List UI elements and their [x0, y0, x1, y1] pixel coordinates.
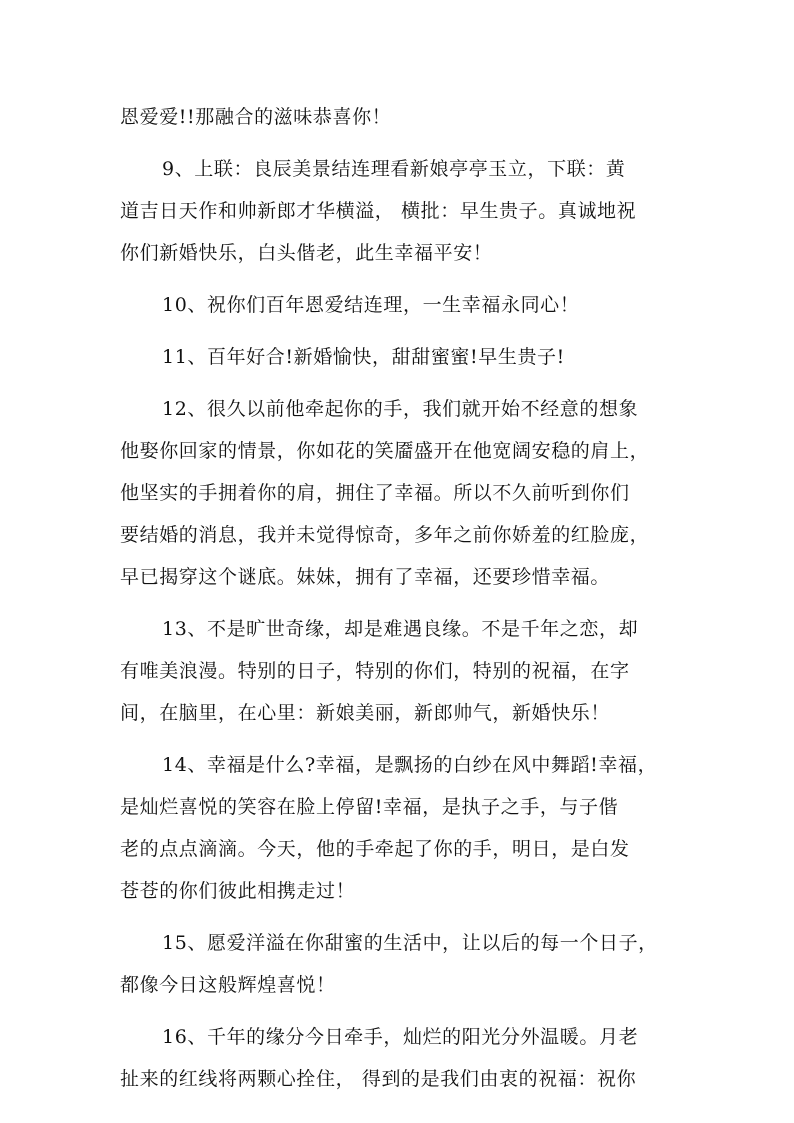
- text-line: 16、千年的缘分今日牵手，灿烂的阳光分外温暖。月老: [162, 1026, 639, 1048]
- text-line: 13、不是旷世奇缘，却是难遇良缘。不是千年之恋，却: [162, 618, 639, 640]
- text-line: 老的点点滴滴。今天，他的手牵起了你的手，明日，是白发: [120, 838, 630, 860]
- text-line: 是灿烂喜悦的笑容在脸上停留!幸福，是执子之手，与子偕: [120, 796, 619, 818]
- text-line: 他娶你回家的情景，你如花的笑靥盛开在他宽阔安稳的肩上，: [120, 440, 650, 462]
- text-line: 9、上联：良辰美景结连理看新娘亭亭玉立，下联：黄: [162, 158, 626, 180]
- text-line: 12、很久以前他牵起你的手，我们就开始不经意的想象: [162, 398, 639, 420]
- text-line: 11、百年好合!新婚愉快，甜甜蜜蜜!早生贵子!: [162, 346, 565, 368]
- text-line: 要结婚的消息，我并未觉得惊奇，多年之前你娇羞的红脸庞，: [120, 524, 650, 546]
- text-line: 他坚实的手拥着你的肩，拥住了幸福。所以不久前听到你们: [120, 482, 630, 504]
- text-line: 你们新婚快乐，白头偕老，此生幸福平安！: [120, 242, 493, 264]
- text-line: 早已揭穿这个谜底。妹妹，拥有了幸福，还要珍惜幸福。: [120, 566, 611, 588]
- document-body: [120, 96, 676, 1100]
- text-line: 扯来的红线将两颗心拴住， 得到的是我们由衷的祝福：祝你: [120, 1068, 637, 1090]
- text-line: 苍苍的你们彼此相携走过！: [120, 880, 356, 902]
- text-line: 14、幸福是什么?幸福，是飘扬的白纱在风中舞蹈!幸福，: [162, 754, 658, 776]
- text-line: 恩爱爱!!那融合的滋味恭喜你！: [120, 106, 392, 128]
- text-line: 10、祝你们百年恩爱结连理，一生幸福永同心！: [162, 294, 580, 316]
- text-line: 15、愿爱洋溢在你甜蜜的生活中，让以后的每一个日子，: [162, 932, 658, 954]
- text-line: 都像今日这般辉煌喜悦！: [120, 974, 336, 996]
- text-line: 间，在脑里，在心里：新娘美丽，新郎帅气，新婚快乐！: [120, 702, 611, 724]
- text-line: 道吉日天作和帅新郎才华横溢， 横批：早生贵子。真诚地祝: [120, 200, 637, 222]
- text-line: 有唯美浪漫。特别的日子，特别的你们，特别的祝福，在字: [120, 660, 630, 682]
